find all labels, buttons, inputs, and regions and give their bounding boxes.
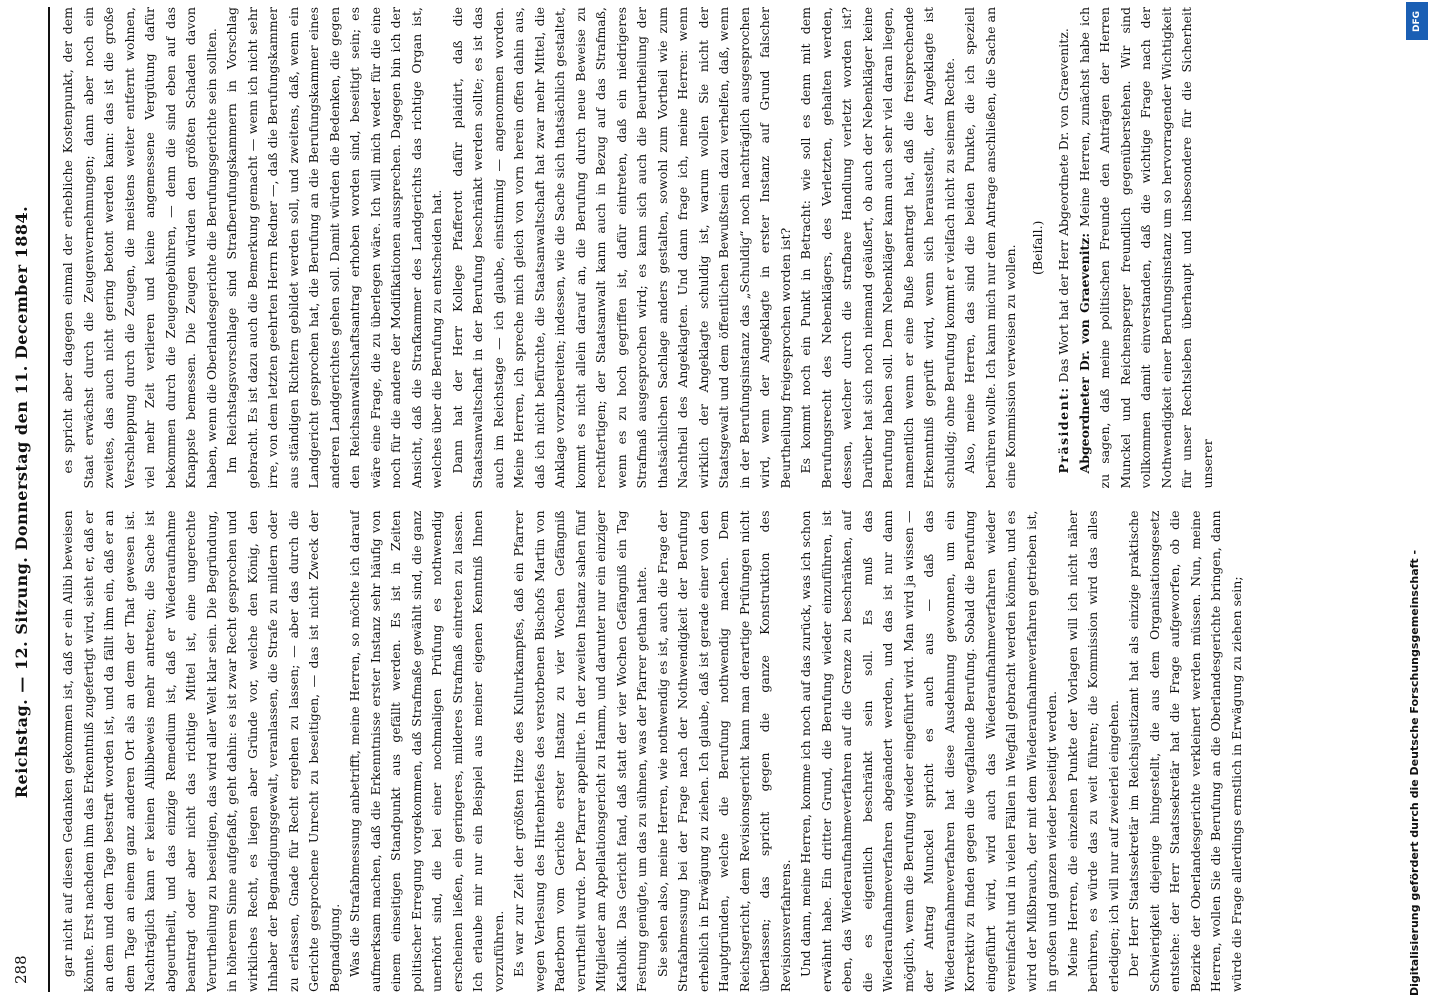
paragraph: Der Herr Staatssekretär im Reichsjustizamt hat als einzige praktische Schwierigkeit diejenige hingestellt, die aus dem Organisationsgesetz entstehe: der Herr Staatssekretär hat die Frage aufgeworfen, ob die Bezirke der Oberlandesgerichte verkleinert werden müssen. Nun, meine Herren, wollen Sie die Berufung an die Oberlandesgerichte bringen, dann würde die Frage allerdings ernstlich in Erwägung zu ziehen sein; <box>1126 510 1244 992</box>
dfg-logo: DFG <box>1406 2 1428 40</box>
speaker-text: Das Wort hat der Herr Abgeordnete Dr. von Graevenitz. <box>1056 28 1071 383</box>
speaker-label: Abgeordneter Dr. von Graevenitz: <box>1076 232 1092 474</box>
credit-text: Digitalisierung gefördert durch die Deutsche Forschungsgemeinschaft - <box>1408 549 1421 996</box>
paragraph: Dann hat der Herr Kollege Pfafferott dafür plaidirt, daß die Staatsanwaltschaft in der Berufung beschränkt werden sollte; es ist das auch im Reichstage — ich glaube, einstimmig — angenommen worden. Meine Herren, ich spreche mich gleich von vorn herein offen dahin aus, daß ich nicht befürchte, die Staatsanwaltschaft hat zwar mehr Mittel, die Anklage vorzubereiten; indessen, wie die Sache sich thatsächlich gestaltet, kommt es nicht allein darauf an, die Berufung durch neue Beweise zu rechtfertigen; der Staatsanwalt kann auch in Bezug auf das Strafmaß, wenn es zu hoch gegriffen ist, dafür eintreten, daß ein niedrigeres Strafmaß ausgesprochen wird; es kann sich auch die Beurtheilung der thatsächlichen Sachlage anders gestalten, sowohl zum Vortheil wie zum Nachtheil des Angeklagten. Und dann frage ich, meine Herren: wenn wirklich der Angeklagte schuldig ist, warum wollen Sie nicht der Staatsgewalt und dem öffentlichen Bewußtsein dazu verhelfen, daß, wenn in der Berufungsinstanz das „Schuldig“ noch nachträglich ausgesprochen wird, wenn der Angeklagte in erster Instanz auf Grund falscher Beurtheilung freigesprochen worden ist? <box>449 7 793 489</box>
paragraph: Sie sehen also, meine Herren, wie nothwendig es ist, auch die Frage der Strafabmessung bei der Frage nach der Nothwendigkeit der Berufung erheblich in Erwägung zu ziehen. Ich glaube, daß ist gerade einer von den Hauptgründen, welche die Berufung nothwendig machen. Dem Reichsgericht, dem Revisionsgericht kann man derartige Prüfungen nicht überlassen; das spricht gegen die ganze Konstruktion des Revisionsverfahrens. <box>654 510 793 992</box>
paragraph: Es kommt noch ein Punkt in Betracht: wie soll es denn mit dem Berufungsrecht des Nebenklägers, des Verletzten, gehalten werden, dessen, welcher durch die strafbare Handlung verletzt worden ist? Darüber hat sich noch niemand geäußert, ob auch der Nebenkläger keine Berufung haben soll. Dem Nebenkläger kann auch sehr viel daran liegen, namentlich wenn er eine Buße beantragt hat, daß die freisprechende Erkenntniß geprüft wird, wenn sich herausstellt, der Angeklagte ist schuldig; ohne Berufung kommt er vielfach nicht zu seinem Rechte. <box>798 7 957 489</box>
speaker-paragraph <box>1075 7 1219 489</box>
paragraph: es spricht aber dagegen einmal der erhebliche Kostenpunkt, der dem Staat erwächst durch die Zeugenvernehmungen; dann aber noch ein zweites, das auch nicht gering betont werden kann: das ist die große Verschleppung durch die Zeugen, die meistens weiter entfernt wohnen, viel mehr Zeit verlieren und keine angemessene Vergütung dafür bekommen durch die Zeugengebühren, — denn die sind eben auf das Knappste bemessen. Die Zeugen würden den größten Schaden davon haben, wenn die Oberlandesgerichte die Berufungsgerichte sein sollten. <box>60 7 219 489</box>
credit-strip <box>1404 0 1430 1000</box>
paragraph: Was die Strafabmessung anbetrifft, meine Herren, so möchte ich darauf aufmerksam machen, daß die Erkenntnisse erster Instanz sehr häufig von einem einseitigen Standpunkt aus gefällt werden. Es ist in Zeiten politischer Erregung vorgekommen, daß Strafmaße gewählt sind, die ganz unerhört sind, die bei einer nochmaligen Prüfung es nothwendig erscheinen ließen, ein geringeres, milderes Strafmaß eintreten zu lassen. Ich erlaube mir nur ein Beispiel aus meiner eigenen Kenntniß Ihnen vorzuführen. <box>347 510 506 992</box>
paragraph: gar nicht auf diesen Gedanken gekommen ist, daß er ein Alibi beweisen könnte. Erst nachdem ihm das Erkenntniß zugefertigt wird, sieht er, daß er an dem und dem Tage bestraft worden ist, und da fällt ihm ein, daß er an dem Tage an einem ganz anderen Ort als an dem der That gewesen ist. Nachträglich kann er keinen Alibibeweis mehr antreten; die Sache ist abgeurtheilt, und das einzige Remedium ist, daß er Wiederaufnahme beantragt oder aber nicht das richtige Mittel ist, eine ungerechte Verurtheilung zu beseitigen, das wird aller Welt klar sein. Die Begründung, in höherem Sinne aufgefaßt, geht dahin: es ist zwar Recht gesprochen und wirkliches Recht, es liegen aber Gründe vor, welche den König, den Inhaber der Begnadigungsgewalt, veranlassen, die Strafe zu mildern oder zu erlassen, Gnade für Recht ergehen zu lassen; — aber das durch die Gerichte gesprochene Unrecht zu beseitigen, — das ist nicht Zweck der Begnadigung. <box>60 510 342 992</box>
paragraph: Im Reichstagsvorschlage sind Strafberufungskammern in Vorschlag gebracht. Es ist dazu auch die Bemerkung gemacht — wenn ich nicht sehr irre, von dem letzten geehrten Herrn Redner —, daß die Berufungskammer aus ständigen Richtern gebildet werden soll, und zweitens, daß, wenn ein Landgericht gesprochen hat, die Berufung an die Berufungskammer eines anderen Landgerichtes gehen soll. Damit würden die Bedenken, die gegen den Reichsanwaltschaftsantrag erhoben worden sind, beseitigt sein; es wäre eine Frage, die zu überlegen wäre. Ich will mich weder für die eine noch für die andere der Modifikationen aussprechen. Dagegen bin ich der Ansicht, daß die Strafkammer des Landgerichts das richtige Organ ist, welches über die Berufung zu entscheiden hat. <box>224 7 444 489</box>
paragraph: Also, meine Herren, das sind die beiden Punkte, die ich speziell berühren wollte. Ich kann mich nur dem Antrage anschließen, die Sache an eine Kommission verweisen zu wollen. <box>962 7 1018 489</box>
column-right <box>58 7 1398 489</box>
page-header <box>8 7 50 992</box>
speaker-label: Präsident: <box>1056 386 1071 474</box>
text-columns <box>58 7 1398 992</box>
applause-note: (Beifall.) <box>1029 220 1045 275</box>
paragraph: Und dann, meine Herren, komme ich noch auf das zurück, was ich schon erwähnt habe. Ein dritter Grund, die Berufung wieder einzuführen, ist eben, das Wiederaufnahmeverfahren auf die Grenze zu beschränken, auf die es eigentlich beschränkt sein soll. Es muß das Wiederaufnahmeverfahren abgeändert werden, und das ist nur dann möglich, wenn die Berufung wieder eingeführt wird. Man wird ja wissen — der Antrag Munckel spricht es auch aus — daß das Wiederaufnahmeverfahren hat diese Ausdehnung gewonnen, um ein Korrektiv zu finden gegen die wegfallende Berufung. Sobald die Berufung eingeführt wird, wird auch das Wiederaufnahmeverfahren wieder vereinfacht und in vielen Fällen in Wegfall gebracht werden können, und es wird der Mißbrauch, der mit dem Wiederaufnahmeverfahren getrieben ist, in großen und ganzen wieder beseitigt werden. <box>798 510 1059 992</box>
speaker-text: Meine Herren, zunächst habe ich zu sagen, daß meine politischen Freunde den Anträgen der Herren Munckel und Reichensperger freundlich gegenüberstehen. Wir sind vollkommen damit einverstanden, daß die wichtige Frage nach der Nothwendigkeit einer Berufungsinstanz um so hervorragender Wichtigkeit für unser Rechtsleben überhaupt und insbesondere für die Sicherheit unserer <box>1076 7 1215 489</box>
page-number: 288 <box>12 955 30 984</box>
rotated-document <box>8 7 1408 992</box>
paragraph: Meine Herren, die einzelnen Punkte der Vorlagen will ich nicht näher berühren, es würde das zu weit führen; die Kommission wird das alles erledigen; ich will nur auf zweierlei eingehen. <box>1064 510 1121 992</box>
speaker-paragraph <box>1054 7 1075 489</box>
running-head: Reichstag. — 12. Sitzung. Donnerstag den 11. December 1884. <box>12 205 31 799</box>
column-left <box>58 511 1398 993</box>
paragraph: Es war zur Zeit der größten Hitze des Kulturkampfes, daß ein Pfarrer wegen Verlesung des Hirtenbriefes des verstorbenen Bischofs Martin von Paderborn vom Gerichte erster Instanz zu vier Wochen Gefängniß verurtheilt wurde. Der Pfarrer appellirte. In der zweiten Instanz sahen fünf Mitglieder am Appellationsgericht zu Hamm, und darunter nur ein einziger Katholik. Das Gericht fand, daß statt der vier Wochen Gefängniß ein Tag Festung genügte, um das zu sühnen, was der Pfarrer gethan hatte. <box>511 510 649 992</box>
